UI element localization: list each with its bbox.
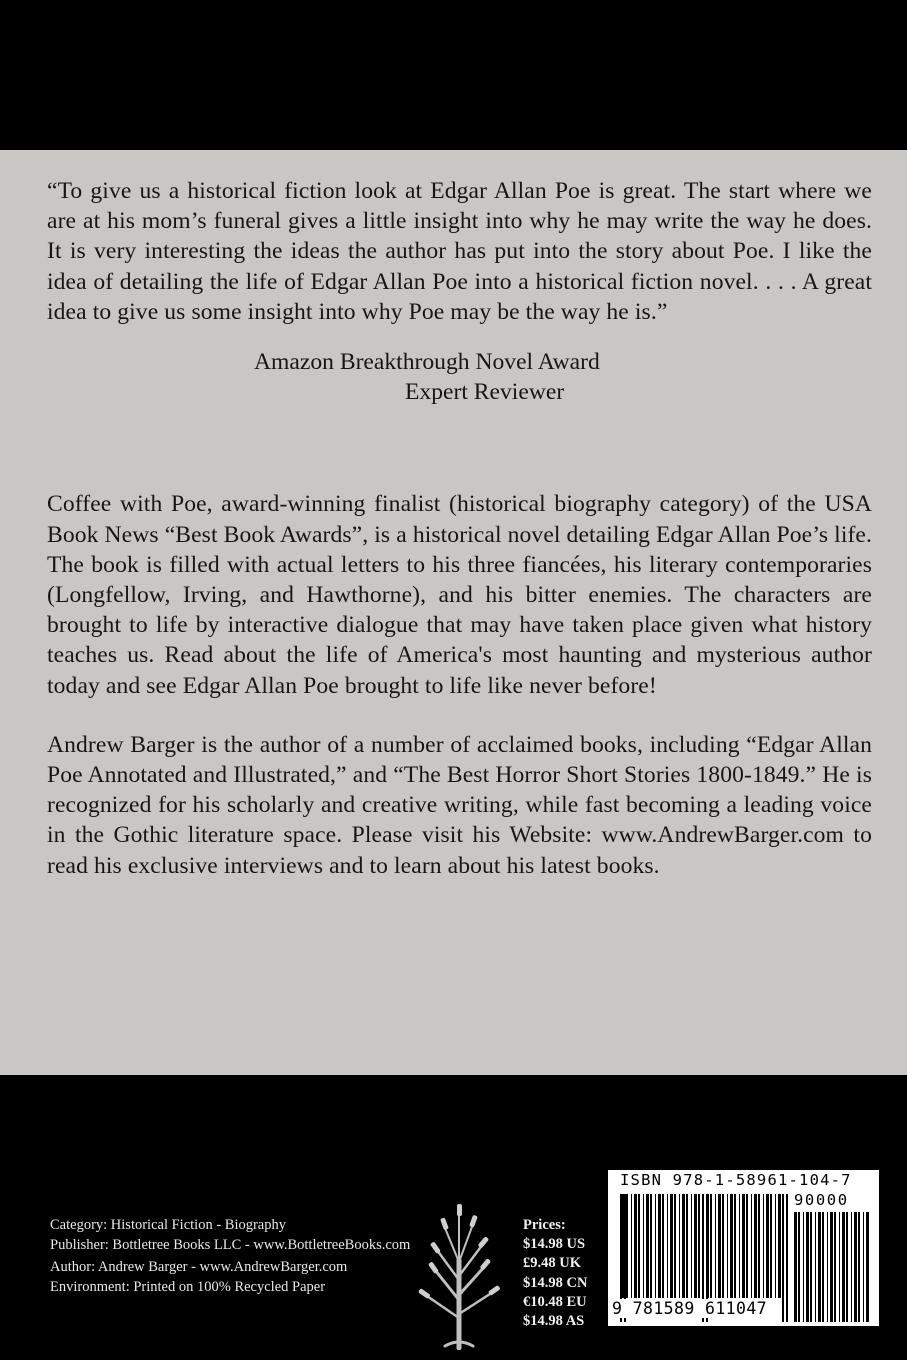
meta-author: Author: Andrew Barger - www.AndrewBarger.com [50, 1259, 348, 1275]
attribution-role: Expert Reviewer [405, 379, 565, 406]
isbn-number: ISBN 978-1-58961-104-7 [620, 1171, 852, 1189]
bottle-tree-icon [415, 1200, 505, 1350]
barcode-addon-number: 90000 [794, 1191, 849, 1209]
price-cn: $14.98 CN [523, 1274, 588, 1291]
back-cover-text-panel [0, 150, 907, 1075]
isbn-barcode [608, 1170, 879, 1326]
price-list [523, 1216, 587, 1331]
book-metadata [50, 1215, 410, 1297]
barcode-digits: 9 781589 611047 [612, 1299, 768, 1318]
prices-label: Prices: [523, 1217, 566, 1233]
review-quote: “To give us a historical fiction look at Edgar Allan Poe is great. The start where we are at his mom’s funeral gives a little insight into why he may write the way he does. It is very interesting the ideas the author has put into the story about Poe. I like the idea of detailing the life of Edgar Allan Poe into a historical fiction novel. . . . A great idea to give us some insight into why Poe may be the way he is.” [47, 178, 872, 325]
book-description: Coffee with Poe, award-winning finalist (historical biography category) of the USA Book News “Best Book Awards”, is a historical novel detailing Edgar Allan Poe’s life. The book is filled with actual letters to his three fiancées, his literary contemporaries (Longfellow, Irving, and Hawthorne), and his bitter enemies. The characters are brought to life by interactive dialogue that may have taken place given what history teaches us. Read about the life of America's most haunting and mysterious author today and see Edgar Allan Poe brought to life like never before! [47, 491, 872, 699]
top-black-band [0, 0, 907, 150]
meta-category: Category: Historical Fiction - Biography [50, 1217, 286, 1233]
price-uk: £9.48 UK [523, 1255, 581, 1272]
price-eu: €10.48 EU [523, 1293, 587, 1310]
review-attribution [47, 347, 872, 407]
meta-publisher: Publisher: Bottletree Books LLC - www.BottletreeBooks.com [50, 1237, 411, 1253]
attribution-award: Amazon Breakthrough Novel Award [254, 349, 600, 376]
price-us: $14.98 US [523, 1236, 586, 1253]
author-bio: Andrew Barger is the author of a number of acclaimed books, including “Edgar Allan Poe Annotated and Illustrated,” and “The Best Horror Short Stories 1800-1849.” He is recognized for his scholarly and creative writing, while fast becoming a leading voice in the Gothic literature space. Please visit his Website: www.AndrewBarger.com to read his exclusive interviews and to learn about his latest books. [47, 731, 872, 879]
price-as: $14.98 AS [523, 1313, 585, 1330]
meta-environment: Environment: Printed on 100% Recycled Paper [50, 1279, 326, 1295]
